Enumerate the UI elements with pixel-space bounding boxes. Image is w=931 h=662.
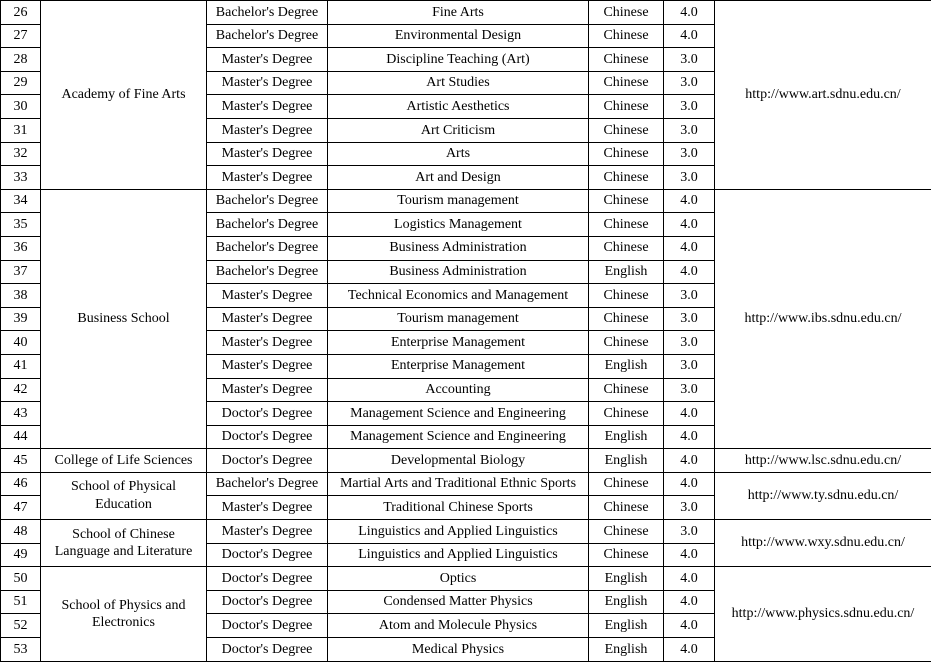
- cell-program: Accounting: [328, 378, 589, 402]
- cell-row-number: 26: [1, 1, 41, 25]
- cell-language: Chinese: [589, 118, 664, 142]
- cell-program: Traditional Chinese Sports: [328, 496, 589, 520]
- cell-duration: 3.0: [664, 48, 715, 72]
- cell-program: Environmental Design: [328, 24, 589, 48]
- cell-school: College of Life Sciences: [41, 449, 207, 473]
- cell-language: Chinese: [589, 331, 664, 355]
- cell-language: English: [589, 638, 664, 662]
- cell-website-url: http://www.wxy.sdnu.edu.cn/: [715, 520, 931, 567]
- cell-row-number: 39: [1, 307, 41, 331]
- cell-duration: 3.0: [664, 520, 715, 544]
- cell-row-number: 43: [1, 402, 41, 426]
- cell-language: Chinese: [589, 48, 664, 72]
- cell-duration: 3.0: [664, 496, 715, 520]
- cell-language: English: [589, 567, 664, 591]
- cell-degree: Master's Degree: [207, 354, 328, 378]
- cell-degree: Doctor's Degree: [207, 614, 328, 638]
- cell-language: Chinese: [589, 142, 664, 166]
- cell-program: Tourism management: [328, 189, 589, 213]
- cell-degree: Bachelor's Degree: [207, 213, 328, 237]
- cell-program: Fine Arts: [328, 1, 589, 25]
- cell-program: Business Administration: [328, 260, 589, 284]
- cell-duration: 4.0: [664, 213, 715, 237]
- cell-program: Tourism management: [328, 307, 589, 331]
- cell-degree: Master's Degree: [207, 307, 328, 331]
- cell-school: Business School: [41, 189, 207, 449]
- cell-row-number: 29: [1, 71, 41, 95]
- cell-school: Academy of Fine Arts: [41, 1, 207, 190]
- cell-website-url: http://www.ty.sdnu.edu.cn/: [715, 472, 931, 519]
- cell-row-number: 27: [1, 24, 41, 48]
- cell-duration: 3.0: [664, 142, 715, 166]
- cell-degree: Bachelor's Degree: [207, 260, 328, 284]
- cell-language: Chinese: [589, 472, 664, 496]
- cell-program: Business Administration: [328, 236, 589, 260]
- cell-row-number: 32: [1, 142, 41, 166]
- cell-duration: 3.0: [664, 166, 715, 190]
- cell-degree: Master's Degree: [207, 520, 328, 544]
- cell-language: Chinese: [589, 24, 664, 48]
- cell-duration: 4.0: [664, 543, 715, 567]
- cell-program: Management Science and Engineering: [328, 402, 589, 426]
- cell-row-number: 36: [1, 236, 41, 260]
- cell-website-url: http://www.ibs.sdnu.edu.cn/: [715, 189, 931, 449]
- cell-language: English: [589, 590, 664, 614]
- cell-program: Arts: [328, 142, 589, 166]
- cell-row-number: 45: [1, 449, 41, 473]
- cell-school: School of Chinese Language and Literature: [41, 520, 207, 567]
- cell-duration: 4.0: [664, 236, 715, 260]
- cell-degree: Doctor's Degree: [207, 425, 328, 449]
- cell-duration: 4.0: [664, 567, 715, 591]
- cell-degree: Master's Degree: [207, 142, 328, 166]
- cell-school: School of Physics and Electronics: [41, 567, 207, 662]
- cell-language: English: [589, 425, 664, 449]
- cell-degree: Doctor's Degree: [207, 402, 328, 426]
- cell-row-number: 38: [1, 284, 41, 308]
- cell-degree: Master's Degree: [207, 71, 328, 95]
- cell-program: Art Criticism: [328, 118, 589, 142]
- cell-duration: 3.0: [664, 307, 715, 331]
- cell-program: Enterprise Management: [328, 331, 589, 355]
- cell-row-number: 28: [1, 48, 41, 72]
- cell-program: Discipline Teaching (Art): [328, 48, 589, 72]
- cell-row-number: 47: [1, 496, 41, 520]
- cell-row-number: 42: [1, 378, 41, 402]
- cell-duration: 3.0: [664, 95, 715, 119]
- cell-duration: 3.0: [664, 284, 715, 308]
- cell-degree: Doctor's Degree: [207, 567, 328, 591]
- cell-program: Optics: [328, 567, 589, 591]
- cell-language: Chinese: [589, 166, 664, 190]
- cell-website-url: http://www.lsc.sdnu.edu.cn/: [715, 449, 931, 473]
- cell-duration: 3.0: [664, 331, 715, 355]
- cell-language: Chinese: [589, 543, 664, 567]
- cell-degree: Master's Degree: [207, 48, 328, 72]
- cell-degree: Bachelor's Degree: [207, 189, 328, 213]
- programs-table-body: [1, 1, 931, 662]
- cell-language: Chinese: [589, 189, 664, 213]
- table-row: [1, 1, 931, 25]
- table-row: [1, 449, 931, 473]
- cell-language: Chinese: [589, 402, 664, 426]
- cell-language: Chinese: [589, 95, 664, 119]
- cell-degree: Master's Degree: [207, 378, 328, 402]
- cell-program: Linguistics and Applied Linguistics: [328, 520, 589, 544]
- cell-degree: Master's Degree: [207, 284, 328, 308]
- cell-duration: 3.0: [664, 354, 715, 378]
- cell-row-number: 41: [1, 354, 41, 378]
- cell-duration: 3.0: [664, 71, 715, 95]
- cell-duration: 4.0: [664, 638, 715, 662]
- cell-row-number: 52: [1, 614, 41, 638]
- cell-program: Atom and Molecule Physics: [328, 614, 589, 638]
- cell-duration: 4.0: [664, 614, 715, 638]
- cell-degree: Master's Degree: [207, 166, 328, 190]
- cell-language: English: [589, 614, 664, 638]
- cell-row-number: 48: [1, 520, 41, 544]
- cell-language: Chinese: [589, 284, 664, 308]
- cell-row-number: 35: [1, 213, 41, 237]
- cell-row-number: 53: [1, 638, 41, 662]
- cell-duration: 4.0: [664, 590, 715, 614]
- cell-row-number: 40: [1, 331, 41, 355]
- cell-school: School of Physical Education: [41, 472, 207, 519]
- cell-degree: Bachelor's Degree: [207, 24, 328, 48]
- cell-program: Art Studies: [328, 71, 589, 95]
- cell-program: Management Science and Engineering: [328, 425, 589, 449]
- cell-website-url: http://www.physics.sdnu.edu.cn/: [715, 567, 931, 662]
- cell-row-number: 34: [1, 189, 41, 213]
- cell-degree: Master's Degree: [207, 496, 328, 520]
- cell-row-number: 44: [1, 425, 41, 449]
- cell-language: English: [589, 449, 664, 473]
- cell-language: Chinese: [589, 71, 664, 95]
- cell-degree: Bachelor's Degree: [207, 236, 328, 260]
- cell-program: Technical Economics and Management: [328, 284, 589, 308]
- cell-website-url: http://www.art.sdnu.edu.cn/: [715, 1, 931, 190]
- cell-language: Chinese: [589, 236, 664, 260]
- cell-language: Chinese: [589, 307, 664, 331]
- cell-duration: 3.0: [664, 118, 715, 142]
- cell-program: Medical Physics: [328, 638, 589, 662]
- cell-degree: Doctor's Degree: [207, 543, 328, 567]
- cell-language: Chinese: [589, 520, 664, 544]
- cell-program: Condensed Matter Physics: [328, 590, 589, 614]
- cell-row-number: 46: [1, 472, 41, 496]
- cell-language: English: [589, 354, 664, 378]
- cell-duration: 4.0: [664, 402, 715, 426]
- cell-program: Linguistics and Applied Linguistics: [328, 543, 589, 567]
- cell-degree: Master's Degree: [207, 331, 328, 355]
- cell-row-number: 31: [1, 118, 41, 142]
- cell-degree: Doctor's Degree: [207, 638, 328, 662]
- cell-program: Developmental Biology: [328, 449, 589, 473]
- cell-program: Martial Arts and Traditional Ethnic Sports: [328, 472, 589, 496]
- cell-degree: Bachelor's Degree: [207, 472, 328, 496]
- cell-language: Chinese: [589, 378, 664, 402]
- cell-duration: 4.0: [664, 189, 715, 213]
- cell-row-number: 51: [1, 590, 41, 614]
- cell-duration: 3.0: [664, 378, 715, 402]
- cell-program: Enterprise Management: [328, 354, 589, 378]
- table-row: [1, 520, 931, 544]
- cell-duration: 4.0: [664, 449, 715, 473]
- cell-duration: 4.0: [664, 1, 715, 25]
- table-row: [1, 472, 931, 496]
- table-row: [1, 567, 931, 591]
- cell-program: Logistics Management: [328, 213, 589, 237]
- cell-row-number: 49: [1, 543, 41, 567]
- cell-language: Chinese: [589, 496, 664, 520]
- cell-duration: 4.0: [664, 425, 715, 449]
- cell-language: English: [589, 260, 664, 284]
- cell-program: Art and Design: [328, 166, 589, 190]
- cell-degree: Doctor's Degree: [207, 590, 328, 614]
- cell-row-number: 30: [1, 95, 41, 119]
- cell-program: Artistic Aesthetics: [328, 95, 589, 119]
- cell-row-number: 33: [1, 166, 41, 190]
- cell-duration: 4.0: [664, 24, 715, 48]
- cell-duration: 4.0: [664, 260, 715, 284]
- table-row: [1, 189, 931, 213]
- cell-row-number: 37: [1, 260, 41, 284]
- cell-language: Chinese: [589, 213, 664, 237]
- cell-row-number: 50: [1, 567, 41, 591]
- cell-degree: Master's Degree: [207, 95, 328, 119]
- cell-duration: 4.0: [664, 472, 715, 496]
- cell-degree: Master's Degree: [207, 118, 328, 142]
- cell-language: Chinese: [589, 1, 664, 25]
- cell-degree: Doctor's Degree: [207, 449, 328, 473]
- cell-degree: Bachelor's Degree: [207, 1, 328, 25]
